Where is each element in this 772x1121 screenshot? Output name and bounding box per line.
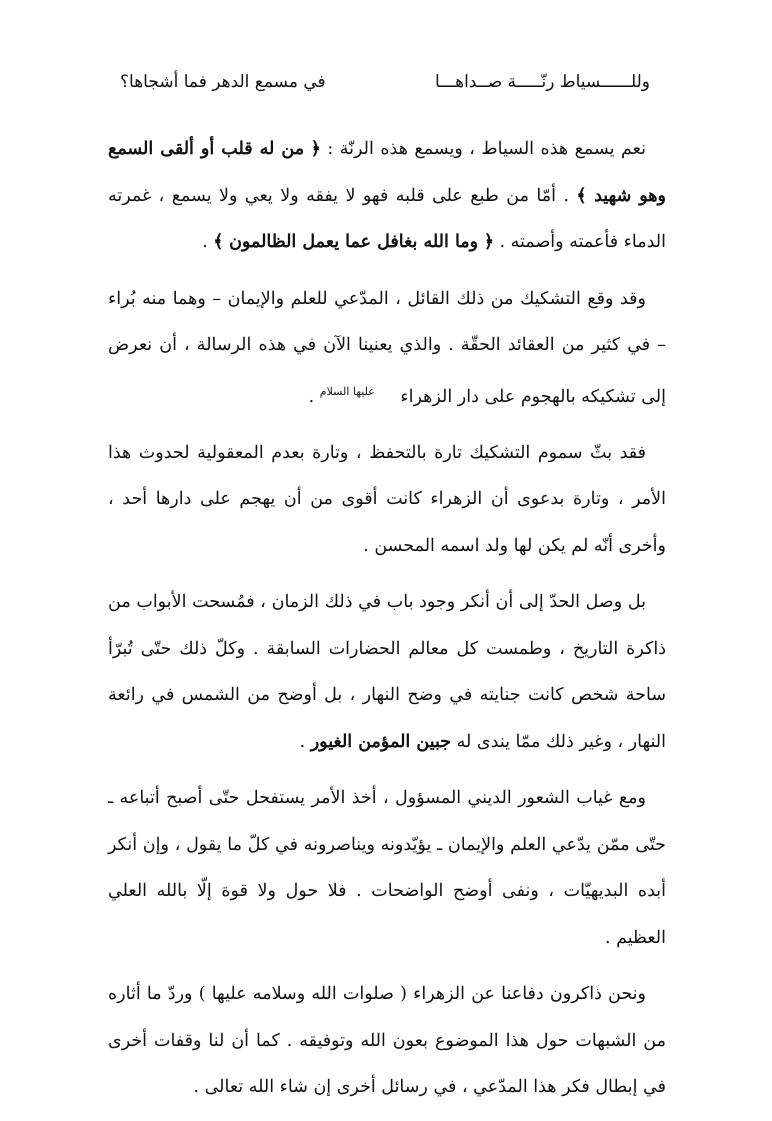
paragraph-2-text: وقد وقع التشكيك من ذلك القائل ، المدّعي للعلم والإيمان – وهما منه بُراء – في كثير من العقائد الحقّة . والذي يعنينا الآن في هذه الرسالة ، أن نعرض إلى تشكيكه بالهجوم على دار الزهراء — [108, 288, 666, 407]
paragraph-3: فقد بثّ سموم التشكيك تارة بالتحفظ ، وتارة بعدم المعقولية لحدوث هذا الأمر ، وتارة بدعوى أن الزهراء كانت أقوى من أن يهجم على دارها أحد ، وأخرى أنّه لم يكن لها ولد اسمه المحسن . — [108, 442, 666, 556]
paragraph-2-end: . — [308, 386, 315, 407]
verse-first-hemistich: وللــــــسياط رنّـــــة صــداهـــا — [435, 72, 650, 92]
paragraph-1 — [108, 126, 666, 266]
quran-open-bracket: ﴿ — [310, 139, 321, 159]
paragraph-6: ونحن ذاكرون دفاعنا عن الزهراء ( صلوات الله وسلامه عليها ) وردّ ما أثاره من الشبهات حول هذا الموضوع بعون الله وتوفيقه . كما أن لنا وقفات أخرى في إبطال فكر هذا المدّعي ، في رسائل أخرى إن شاء الله تعالى . — [108, 984, 666, 1098]
body-text — [108, 126, 666, 1121]
paragraph-4-end: . — [299, 731, 306, 752]
paragraph-4-text: بل وصل الحدّ إلى أن أنكر وجود باب في ذلك الزمان ، فمُسحت الأبواب من ذاكرة التاريخ ، وطمست كل معالم الحضارات السابقة . وكلّ ذلك حتّى تُبرّأ ساحة شخص كانت جنايته في وضح النهار ، بل أوضح من الشمس في رائعة النهار ، وغير ذلك ممّا يندى له — [108, 592, 666, 752]
paragraph-5: ومع غياب الشعور الديني المسؤول ، أخذ الأمر يستفحل حتّى أصبح أتباعه ـ حتّى ممّن يدّعي العلم والإيمان ـ يؤيّدونه ويناصرونه في كلّ ما يقول ، وإن أنكر أبده البديهيّات ، ونفى أوضح الواضحات . فلا حول ولا قوة إلّا بالله العلي العظيم . — [108, 788, 666, 948]
paragraph-4 — [108, 579, 666, 765]
honorific-ligature-icon: عليها السلام — [319, 384, 375, 398]
verse-second-hemistich: في مسمع الدهر فما أشجاها؟ — [120, 72, 326, 92]
paragraph-1-intro: نعم يسمع هذه السياط ، ويسمع هذه الرنّة : — [327, 139, 646, 159]
paragraph-4-bold: جبين المؤمن الغيور — [310, 731, 452, 752]
poem-verse — [120, 64, 650, 100]
paragraph-1-end: . — [202, 232, 208, 252]
paragraph-1-middle: . أمّا من طبع على قلبه فهو لا يفقه ولا يعي ولا يسمع ، غمرته الدماء فأعمته وأصمته . — [108, 185, 666, 252]
quran-quote-2: وما الله بغافل عما يعمل الظالمون — [229, 232, 479, 252]
quran-close-bracket: ﴾ — [576, 185, 587, 206]
quran-quote-1: من له قلب أو ألقى السمع وهو شهيد — [108, 139, 666, 206]
paragraph-2 — [108, 276, 666, 420]
quran-close-bracket: ﴾ — [213, 232, 224, 252]
quran-open-bracket: ﴿ — [483, 232, 494, 252]
